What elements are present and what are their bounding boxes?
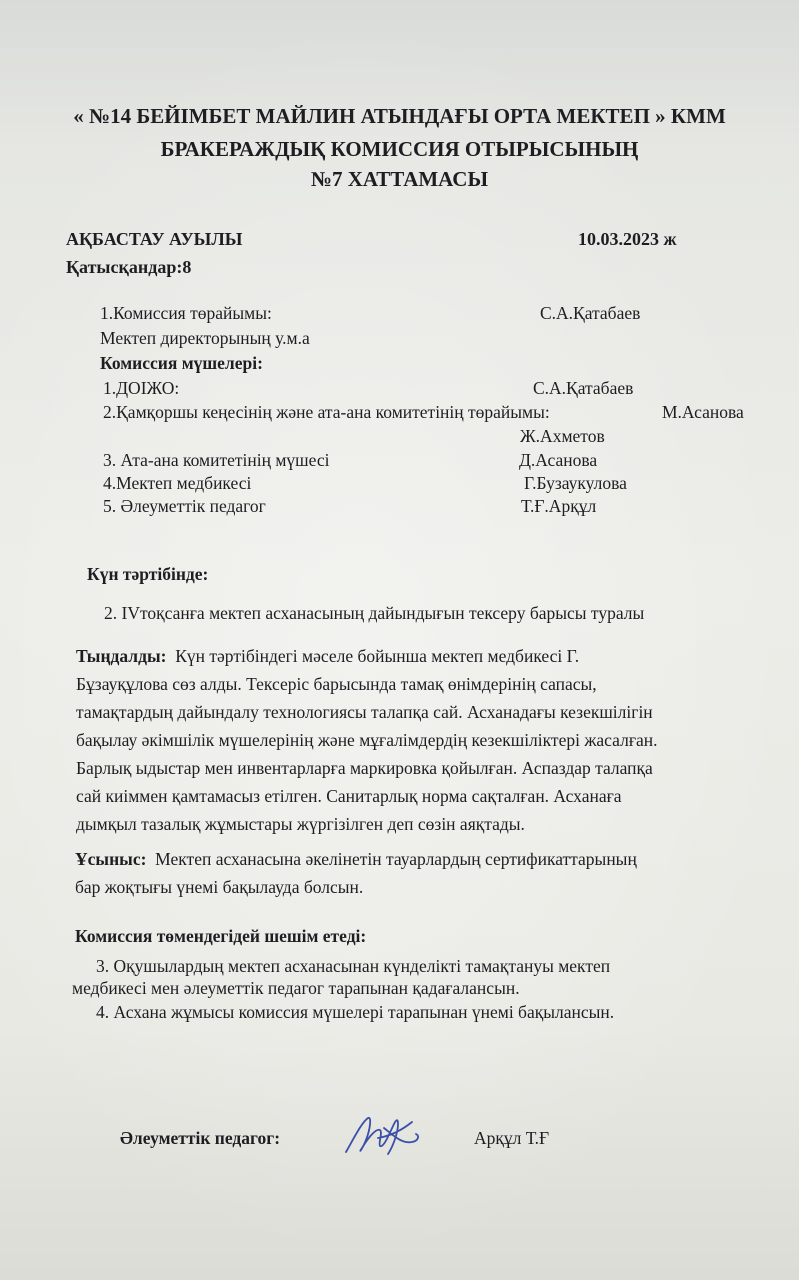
listened-line: тамақтардың дайындалу технологиясы талапқа сай. Асханадағы кезекшілігін <box>76 702 653 722</box>
decision-line: медбикесі мен әлеуметтік педагог тарапынан қадағалансын. <box>72 978 520 998</box>
member-name: М.Асанова <box>662 402 744 422</box>
date: 10.03.2023 ж <box>578 229 677 249</box>
member-role: 1.ДОІЖО: <box>103 378 180 398</box>
listened-line: бақылау әкімшілік мүшелерінің және мұғалімдердің кезекшіліктері жасалған. <box>76 730 658 750</box>
agenda-heading: Күн тәртібінде: <box>87 564 209 584</box>
listened-line: Бұзауқұлова сөз алды. Тексеріс барысында тамақ өнімдерінің сапасы, <box>76 674 597 694</box>
decision-heading: Комиссия төмендегідей шешім етеді: <box>75 926 367 946</box>
member-name: Г.Бузаукулова <box>524 473 627 493</box>
proposal-label: Ұсыныс: <box>75 849 147 869</box>
listened-section <box>76 642 658 838</box>
proposal-line: Мектеп асханасына әкелінетін тауарлардың сертификаттарының <box>155 849 637 869</box>
chair-role: 1.Комиссия төрайымы: <box>100 303 272 323</box>
member-role: 5. Әлеуметтік педагог <box>103 496 266 516</box>
listened-label: Тыңдалды: <box>76 646 167 666</box>
protocol-number: №7 ХАТТАМАСЫ <box>310 167 489 191</box>
chair-name: С.А.Қатабаев <box>540 303 641 323</box>
listened-line: дымқыл тазалық жұмыстары жүргізілген деп сөзін аяқтады. <box>76 814 525 834</box>
agenda-item: 2. ІVтоқсанға мектеп асханасының дайындығын тексеру барысы туралы <box>104 603 645 623</box>
handwritten-signature <box>340 1108 422 1164</box>
proposal-section <box>75 845 637 901</box>
place: АҚБАСТАУ АУЫЛЫ <box>66 229 243 249</box>
member-role: 3. Ата-ана комитетінің мүшесі <box>103 450 330 470</box>
listened-line: Күн тәртібіндегі мәселе бойынша мектеп медбикесі Г. <box>175 646 580 666</box>
member-name: С.А.Қатабаев <box>533 378 634 398</box>
member-name: Ж.Ахметов <box>520 426 605 446</box>
decision-line: 4. Асхана жұмысы комиссия мүшелері тарапынан үнемі бақылансын. <box>96 1002 615 1022</box>
chair-subrole: Мектеп директорының у.м.а <box>100 328 310 348</box>
member-name: Т.Ғ.Арқұл <box>521 496 597 516</box>
participants-count: Қатысқандар:8 <box>66 257 192 277</box>
member-role: 2.Қамқоршы кеңесінің және ата-ана комитетінің төрайымы: <box>103 402 550 422</box>
proposal-line: бар жоқтығы үнемі бақылауда болсын. <box>75 877 364 897</box>
commission-title: БРАКЕРАЖДЫҚ КОМИССИЯ ОТЫРЫСЫНЫҢ <box>160 137 639 161</box>
school-title: « №14 БЕЙІМБЕТ МАЙЛИН АТЫНДАҒЫ ОРТА МЕКТЕП » КММ <box>73 104 726 128</box>
signature-name: Арқұл Т.Ғ <box>474 1128 550 1148</box>
listened-line: Барлық ыдыстар мен инвентарларға маркировка қойылған. Аспаздар талапқа <box>76 758 653 778</box>
members-heading: Комиссия мүшелері: <box>100 353 263 373</box>
member-role: 4.Мектеп медбикесі <box>103 473 252 493</box>
signature-label: Әлеуметтік педагог: <box>120 1128 281 1148</box>
decision-line: 3. Оқушылардың мектеп асханасынан күнделікті тамақтануы мектеп <box>96 956 611 976</box>
listened-line: сай киіммен қамтамасыз етілген. Санитарлық норма сақталған. Асханаға <box>76 786 622 806</box>
member-name: Д.Асанова <box>519 450 598 470</box>
